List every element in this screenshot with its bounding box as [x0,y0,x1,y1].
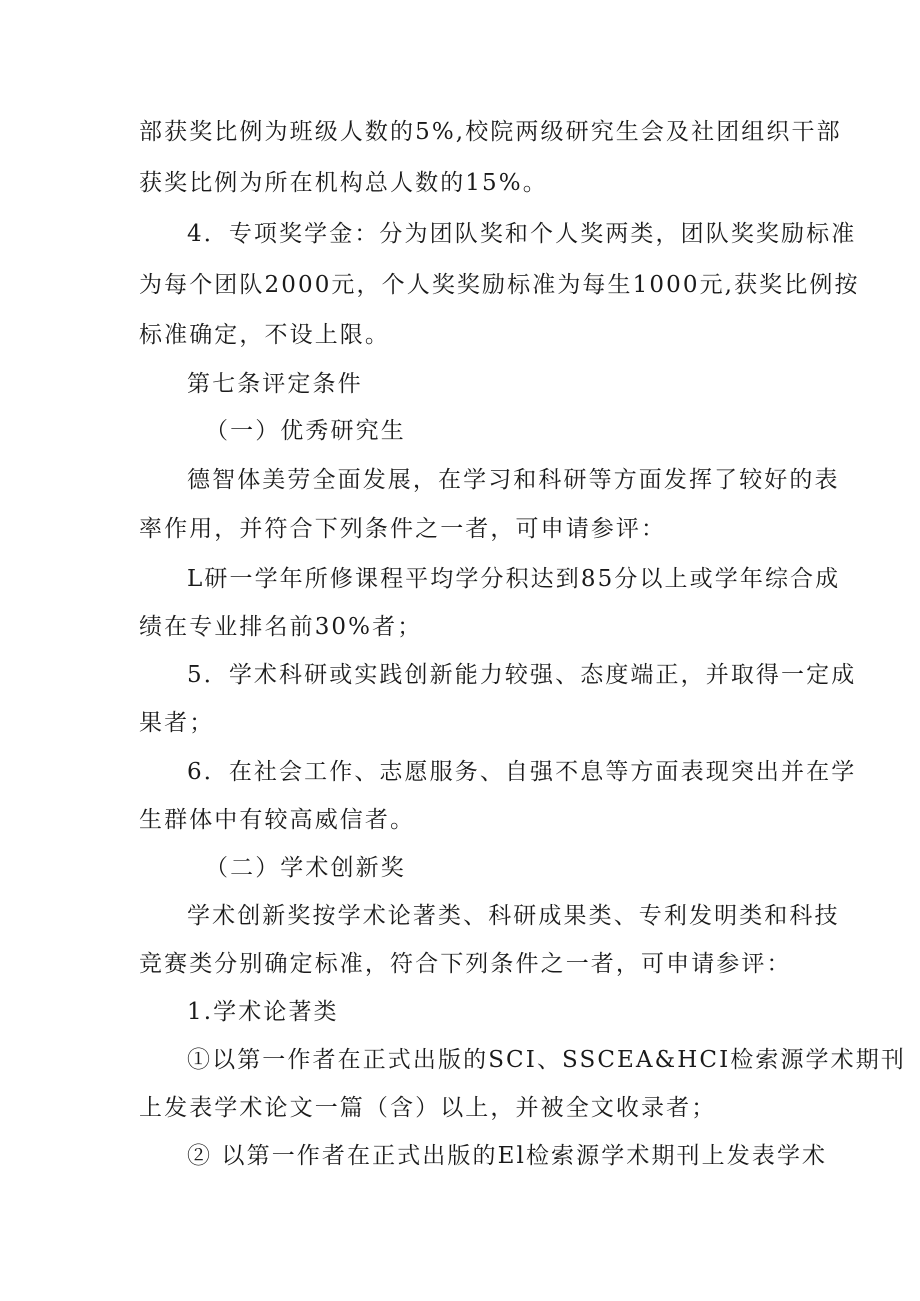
text-line: 竞赛类分别确定标准，符合下列条件之一者，可申请参评： [139,951,792,977]
text-line: 学术创新奖按学术论著类、科研成果类、专利发明类和科技 [187,903,840,929]
text-line: 德智体美劳全面发展，在学习和科研等方面发挥了较好的表 [187,467,840,493]
text-line: 5．学术科研或实践创新能力较强、态度端正，并取得一定成 [187,662,857,688]
text-line: 6．在社会工作、志愿服务、自强不息等方面表现突出并在学 [187,759,857,785]
text-line: 生群体中有较高威信者。 [139,807,416,833]
text-line: 标准确定，不设上限。 [139,322,390,348]
text-line: 果者； [139,710,215,736]
text-line: 部获奖比例为班级人数的5%,校院两级研究生会及社团组织干部 [139,119,842,145]
subsection-heading: （一）优秀研究生 [205,418,406,444]
text-line: 获奖比例为所在机构总人数的15%。 [139,170,548,196]
text-line: ①以第一作者在正式出版的SCI、SSCEA&HCI检索源学术期刊 [187,1047,906,1073]
text-line: L研一学年所修课程平均学分积达到85分以上或学年综合成 [187,566,841,592]
text-line: ② 以第一作者在正式出版的El检索源学术期刊上发表学术 [187,1143,828,1169]
text-line: 上发表学术论文一篇（含）以上，并被全文收录者； [139,1095,717,1121]
text-line: 为每个团队2000元，个人奖奖励标准为每生1000元,获奖比例按 [139,272,860,298]
list-heading: 1.学术论著类 [187,999,339,1025]
subsection-heading: （二）学术创新奖 [205,855,406,881]
text-line: 4．专项奖学金：分为团队奖和个人奖两类，团队奖奖励标准 [187,221,857,247]
section-heading: 第七条评定条件 [187,371,363,397]
text-line: 绩在专业排名前30%者； [139,614,423,640]
text-line: 率作用，并符合下列条件之一者，可申请参评： [139,516,667,542]
